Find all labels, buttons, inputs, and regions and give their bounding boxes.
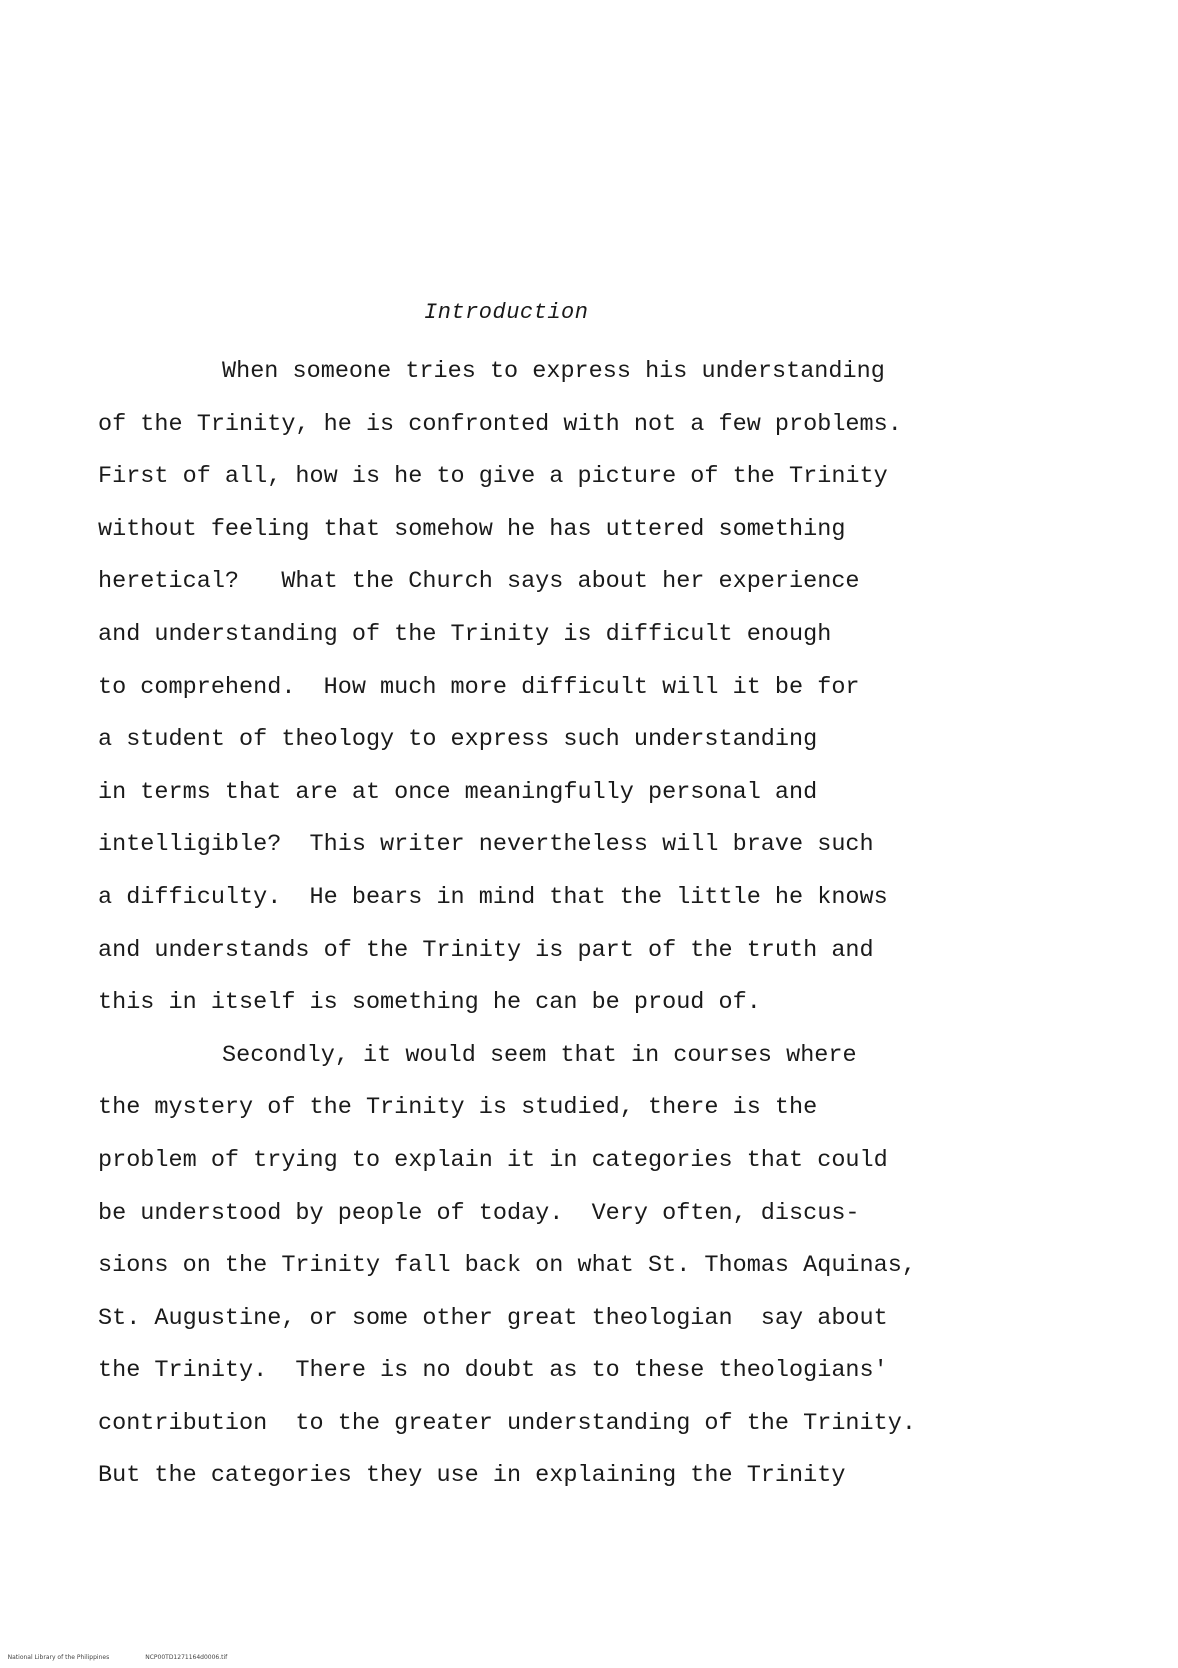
text-line: this in itself is something he can be proud of. <box>98 989 761 1017</box>
body-text <box>98 346 1138 1503</box>
footer-library-name: National Library of the Philippines <box>7 1654 110 1661</box>
text-line: and understands of the Trinity is part of the truth and <box>98 936 874 964</box>
text-line: and understanding of the Trinity is difficult enough <box>98 620 832 648</box>
footer-file-id: NCP00TD1271164d0006.tif <box>145 1654 228 1661</box>
section-heading: Introduction <box>424 300 589 325</box>
text-line: But the categories they use in explaining the Trinity <box>98 1462 846 1490</box>
text-line: a student of theology to express such understanding <box>98 726 818 754</box>
text-line: problem of trying to explain it in categories that could <box>98 1146 888 1174</box>
text-line: the mystery of the Trinity is studied, there is the <box>98 1094 818 1122</box>
text-line: to comprehend. How much more difficult will it be for <box>98 673 860 701</box>
text-line: heretical? What the Church says about her experience <box>98 568 860 596</box>
text-line: Secondly, it would seem that in courses where <box>222 1041 857 1069</box>
text-line: St. Augustine, or some other great theologian say about <box>98 1304 888 1332</box>
text-line: a difficulty. He bears in mind that the little he knows <box>98 883 888 911</box>
text-line: When someone tries to express his understanding <box>222 358 885 385</box>
text-line: of the Trinity, he is confronted with not a few problems. <box>98 410 902 438</box>
text-line: intelligible? This writer nevertheless will brave such <box>98 831 874 859</box>
text-line: without feeling that somehow he has uttered something <box>98 515 846 543</box>
text-line: be understood by people of today. Very often, discus- <box>98 1199 860 1227</box>
text-line: sions on the Trinity fall back on what St. Thomas Aquinas, <box>98 1252 916 1280</box>
text-line: the Trinity. There is no doubt as to these theologians' <box>98 1357 888 1385</box>
text-line: contribution to the greater understanding of the Trinity. <box>98 1409 916 1437</box>
text-line: First of all, how is he to give a picture of the Trinity <box>98 463 888 491</box>
text-line: in terms that are at once meaningfully personal and <box>98 778 818 806</box>
